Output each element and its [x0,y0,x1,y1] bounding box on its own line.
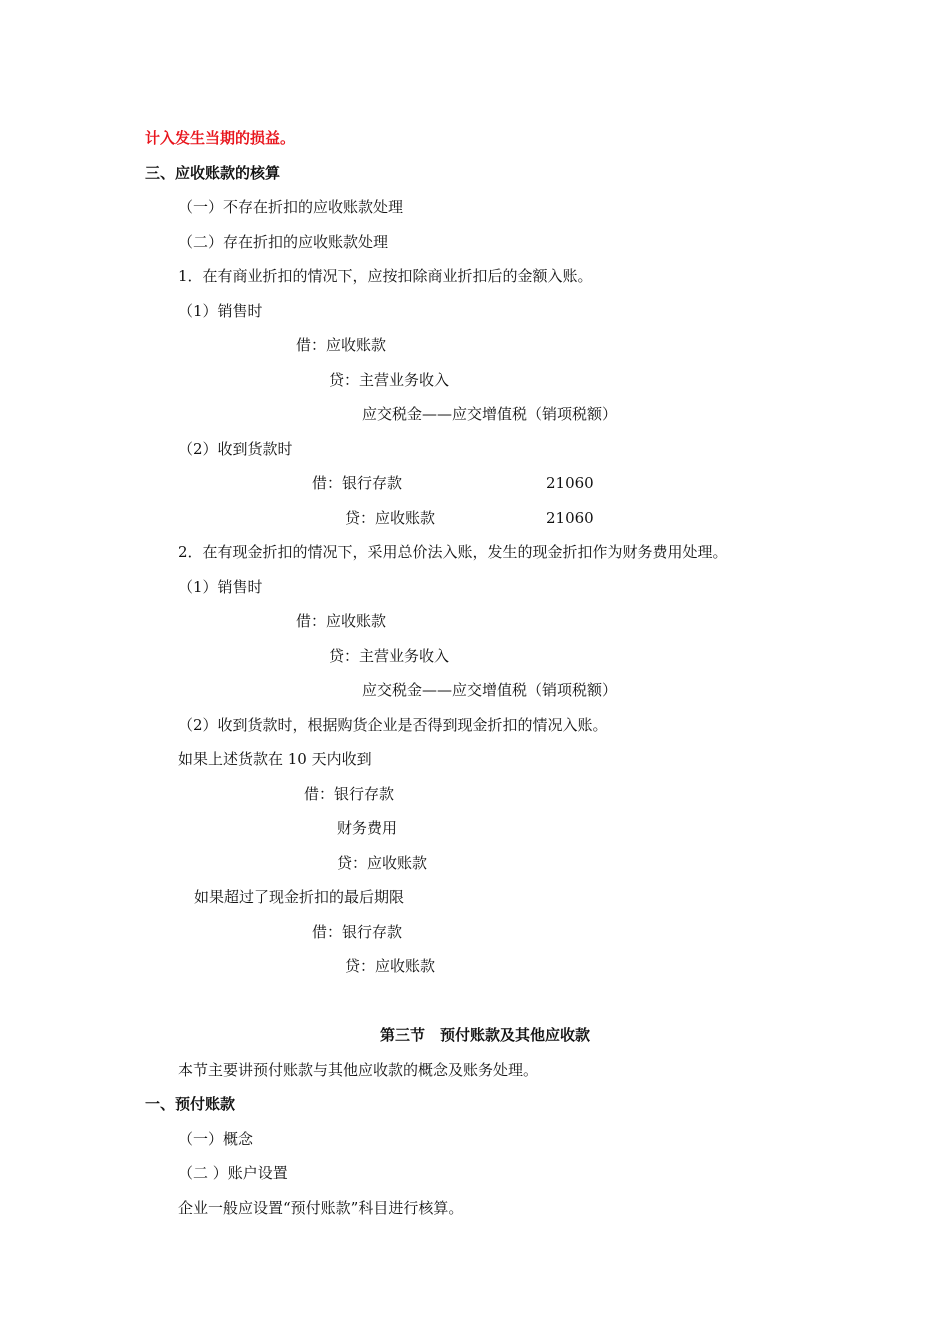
entry-credit-tax: 应交税金——应交增值税（销项税额） [362,405,618,423]
step-sale-1: （1）销售时 [178,302,263,320]
entry-credit: 贷：应收账款 [337,854,428,872]
entry-debit: 借：银行存款 [312,923,403,941]
subheading-with-discount: （二）存在折扣的应收账款处理 [178,233,389,251]
section-heading-receivables: 三、应收账款的核算 [145,164,281,182]
condition-within-10-days: 如果上述货款在 10 天内收到 [178,750,372,768]
paragraph-trade-discount: 1．在有商业折扣的情况下，应按扣除商业折扣后的金额入账。 [178,267,593,285]
entry-credit: 贷：应收账款 [345,957,436,975]
section-intro: 本节主要讲预付账款与其他应收款的概念及账务处理。 [178,1061,539,1079]
paragraph-account-setup: 企业一般应设置“预付账款”科目进行核算。 [178,1199,464,1217]
subheading-concept: （一）概念 [178,1130,254,1148]
subheading-account-setup: （二 ）账户设置 [178,1164,288,1182]
heading-prepayments: 一、预付账款 [145,1095,236,1113]
condition-past-deadline: 如果超过了现金折扣的最后期限 [194,888,405,906]
carry-over-line: 计入发生当期的损益。 [145,129,296,147]
entry-amount: 21060 [546,509,594,527]
entry-credit: 贷：主营业务收入 [329,647,450,665]
entry-debit: 借：应收账款 [296,612,387,630]
step-receipt-2: （2）收到货款时，根据购货企业是否得到现金折扣的情况入账。 [178,716,608,734]
entry-debit: 借：应收账款 [296,336,387,354]
paragraph-cash-discount: 2．在有现金折扣的情况下，采用总价法入账，发生的现金折扣作为财务费用处理。 [178,543,728,561]
subheading-no-discount: （一）不存在折扣的应收账款处理 [178,198,404,216]
entry-amount: 21060 [546,474,594,492]
entry-credit: 贷：应收账款 [345,509,436,527]
step-receipt-1: （2）收到货款时 [178,440,293,458]
entry-credit-tax: 应交税金——应交增值税（销项税额） [362,681,618,699]
step-sale-2: （1）销售时 [178,578,263,596]
entry-debit: 借：银行存款 [312,474,403,492]
entry-debit-finance: 财务费用 [337,819,398,837]
entry-debit: 借：银行存款 [304,785,395,803]
entry-credit: 贷：主营业务收入 [329,371,450,389]
section-title-prepayments: 第三节 预付账款及其他应收款 [380,1026,591,1044]
